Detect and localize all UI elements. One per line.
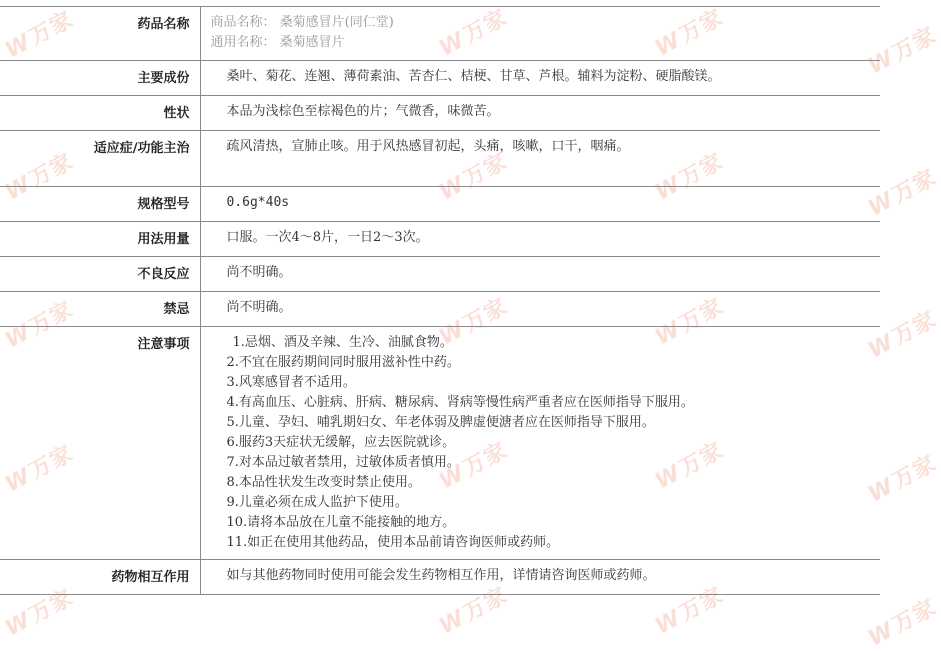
watermark: W万家	[651, 5, 728, 62]
row-value: 桑叶、菊花、连翘、薄荷素油、苦杏仁、桔梗、甘草、芦根。辅料为淀粉、硬脂酸镁。	[200, 61, 880, 96]
list-item: 10.请将本品放在儿童不能接触的地方。	[226, 515, 456, 530]
row-label: 禁忌	[0, 292, 200, 327]
row-ingredients	[0, 61, 880, 96]
watermark: W万家	[864, 451, 941, 508]
list-item: 3.风寒感冒者不适用。	[226, 375, 356, 390]
watermark: W万家	[1, 585, 78, 642]
row-label: 主要成份	[0, 61, 200, 96]
row-value	[200, 7, 880, 61]
watermark: W万家	[864, 595, 941, 652]
row-indications	[0, 131, 880, 187]
row-contraindications	[0, 292, 880, 327]
row-value: 尚不明确。	[200, 257, 880, 292]
row-label: 注意事项	[0, 327, 200, 560]
row-precautions	[0, 327, 880, 560]
row-value: 如与其他药物同时使用可能会发生药物相互作用，详情请咨询医师或药师。	[200, 560, 880, 595]
row-value: 0.6g*40s	[200, 187, 880, 222]
row-label: 药物相互作用	[0, 560, 200, 595]
row-value: 本品为浅棕色至棕褐色的片；气微香，味微苦。	[200, 96, 880, 131]
list-item: 5.儿童、孕妇、哺乳期妇女、年老体弱及脾虚便溏者应在医师指导下服用。	[226, 415, 655, 430]
row-adverse	[0, 257, 880, 292]
drug-spec-table	[0, 6, 880, 595]
watermark: W万家	[651, 583, 728, 640]
watermark: W万家	[1, 7, 78, 64]
list-item: 7.对本品过敏者禁用，过敏体质者慎用。	[226, 455, 460, 470]
generic-name-line: 通用名称： 桑菊感冒片	[210, 35, 345, 50]
watermark: W万家	[435, 149, 512, 206]
precautions-list	[227, 333, 871, 553]
row-value: 尚不明确。	[200, 292, 880, 327]
row-value: 口服。一次4～8片，一日2～3次。	[200, 222, 880, 257]
watermark: W万家	[651, 294, 728, 351]
row-interactions	[0, 560, 880, 595]
list-item: 4.有高血压、心脏病、肝病、糖尿病、肾病等慢性病严重者应在医师指导下服用。	[226, 395, 694, 410]
watermark: W万家	[651, 438, 728, 495]
row-label: 性状	[0, 96, 200, 131]
watermark: W万家	[435, 438, 512, 495]
row-name	[0, 7, 880, 61]
row-spec	[0, 187, 880, 222]
watermark: W万家	[435, 583, 512, 640]
row-appearance	[0, 96, 880, 131]
watermark: W万家	[864, 23, 941, 80]
list-item: 2.不宜在服药期间同时服用滋补性中药。	[226, 355, 460, 370]
watermark: W万家	[651, 149, 728, 206]
row-label: 不良反应	[0, 257, 200, 292]
list-item: 11.如正在使用其他药品，使用本品前请咨询医师或药师。	[226, 535, 560, 550]
row-label: 适应症/功能主治	[0, 131, 200, 187]
watermark: W万家	[435, 294, 512, 351]
row-value: 疏风清热，宣肺止咳。用于风热感冒初起，头痛，咳嗽，口干，咽痛。	[200, 131, 880, 187]
row-value	[200, 327, 880, 560]
list-item: 1.忌烟、酒及辛辣、生冷、油腻食物。	[232, 335, 453, 350]
row-dosage	[0, 222, 880, 257]
trade-name-line: 商品名称： 桑菊感冒片(同仁堂)	[210, 15, 394, 30]
row-label: 规格型号	[0, 187, 200, 222]
row-label: 用法用量	[0, 222, 200, 257]
list-item: 6.服药3天症状无缓解，应去医院就诊。	[226, 435, 456, 450]
watermark: W万家	[1, 441, 78, 498]
watermark: W万家	[864, 307, 941, 364]
watermark: W万家	[864, 165, 941, 222]
watermark: W万家	[1, 297, 78, 354]
watermark: W万家	[435, 5, 512, 62]
row-label: 药品名称	[0, 7, 200, 61]
list-item: 8.本品性状发生改变时禁止使用。	[226, 475, 421, 490]
watermark: W万家	[1, 149, 78, 206]
list-item: 9.儿童必须在成人监护下使用。	[226, 495, 408, 510]
